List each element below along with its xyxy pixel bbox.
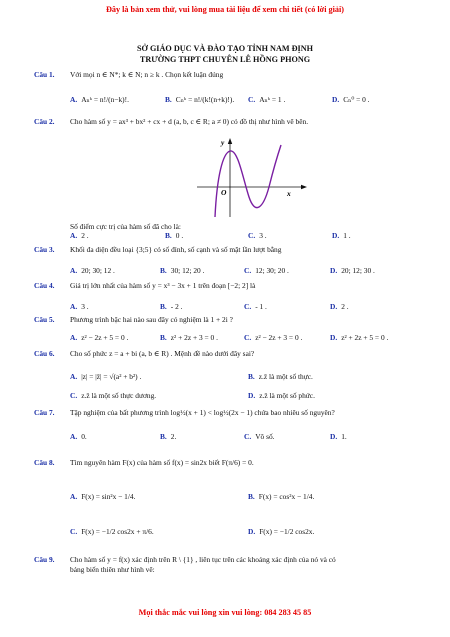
question-number: Câu 5. [34, 315, 55, 324]
option-letter: D. [332, 95, 340, 104]
option-d [330, 432, 347, 441]
option-text: z² + 2z + 5 = 0 . [341, 333, 389, 342]
option-text: 30; 12; 20 . [170, 266, 205, 275]
option-a [70, 95, 129, 104]
question-number: Câu 1. [34, 70, 55, 79]
option-text: Aₙᵏ = 1 . [259, 95, 286, 104]
option-b [165, 231, 183, 240]
option-letter: C. [248, 95, 256, 104]
option-letter: B. [165, 95, 172, 104]
option-text: F(x) = −1/2 cos2x + π/6. [81, 527, 154, 536]
option-a [70, 333, 128, 342]
option-a [70, 231, 89, 240]
header-line-2: TRƯỜNG THPT CHUYÊN LÊ HỒNG PHONG [139, 55, 311, 64]
question-number: Câu 3. [34, 245, 55, 254]
option-letter: C. [244, 432, 252, 441]
question-number: Câu 2. [34, 117, 55, 126]
option-letter: C. [244, 333, 252, 342]
option-b [160, 432, 176, 441]
x-axis-label: x [287, 189, 291, 198]
option-d [248, 527, 314, 536]
option-c [248, 231, 267, 240]
option-text: Aₙᵏ = n!/(n−k)!. [81, 95, 129, 104]
option-c [244, 266, 289, 275]
option-letter: A. [70, 302, 78, 311]
option-d [330, 266, 375, 275]
question-text-continued: bảng biến thiên như hình vẽ: [70, 565, 155, 574]
option-letter: B. [248, 492, 255, 501]
option-text: |z| = |z̄| = √(a² + b²) . [81, 372, 142, 381]
question-number: Câu 4. [34, 281, 55, 290]
question-followup: Số điểm cực trị của hàm số đã cho là: [70, 222, 181, 231]
question-number: Câu 8. [34, 458, 55, 467]
option-b [248, 372, 313, 381]
option-b [160, 302, 182, 311]
option-text: z² − 2z + 5 = 0 . [81, 333, 129, 342]
y-axis-arrow [228, 138, 232, 144]
option-d [332, 231, 351, 240]
question-text: Cho số phức z = a + bi (a, b ∈ R) . Mệnh đề nào dưới đây sai? [70, 349, 255, 358]
y-axis-label: y [221, 138, 225, 147]
question-text: Tìm nguyên hàm F(x) của hàm số f(x) = sin2x biết F(π/6) = 0. [70, 458, 254, 467]
option-text: 0. [81, 432, 87, 441]
option-letter: A. [70, 432, 78, 441]
option-d [330, 333, 388, 342]
option-text: 1. [341, 432, 347, 441]
option-text: 20; 12; 30 . [341, 266, 375, 275]
option-text: - 2 . [170, 302, 183, 311]
option-d [332, 95, 370, 104]
option-a [70, 432, 87, 441]
option-text: 3 . [81, 302, 89, 311]
option-letter: A. [70, 231, 78, 240]
option-b [248, 492, 314, 501]
option-text: 2. [170, 432, 177, 441]
cubic-graph [195, 135, 310, 220]
option-text: z.z̄ là một số phức. [259, 391, 315, 400]
question-text: Giá trị lớn nhất của hàm số y = x³ − 3x + 1 trên đoạn [−2; 2] là [70, 281, 256, 290]
option-text: Cₙ⁰ = 0 . [343, 95, 370, 104]
option-letter: B. [248, 372, 255, 381]
question-text: Khối đa diện đều loại {3;5} có số đỉnh, số cạnh và số mặt lần lượt bằng [70, 245, 282, 254]
option-c [244, 432, 275, 441]
option-letter: D. [248, 391, 256, 400]
option-letter: A. [70, 333, 78, 342]
question-text: Với mọi n ∈ N*; k ∈ N; n ≥ k . Chọn kết luận đúng [70, 70, 224, 79]
option-a [70, 302, 89, 311]
header-line-1: SỞ GIÁO DỤC VÀ ĐÀO TẠO TỈNH NAM ĐỊNH [136, 44, 314, 53]
option-letter: A. [70, 492, 78, 501]
x-axis-arrow [301, 185, 307, 189]
option-a [70, 492, 135, 501]
option-c [70, 527, 154, 536]
option-letter: B. [160, 302, 167, 311]
option-letter: A. [70, 266, 78, 275]
option-text: - 1 . [255, 302, 267, 311]
option-b [160, 333, 218, 342]
option-letter: D. [330, 266, 338, 275]
option-b [160, 266, 204, 275]
option-text: 3 . [259, 231, 267, 240]
option-letter: D. [330, 302, 338, 311]
option-text: z.z̄ là một số thực dương. [81, 391, 157, 400]
option-letter: B. [165, 231, 172, 240]
option-text: 0 . [175, 231, 184, 240]
option-letter: A. [70, 372, 78, 381]
option-d [330, 302, 349, 311]
option-letter: B. [160, 432, 167, 441]
option-letter: B. [160, 333, 167, 342]
question-number: Câu 6. [34, 349, 55, 358]
option-text: 1 . [343, 231, 351, 240]
option-letter: D. [330, 333, 338, 342]
option-text: z² + 2z + 3 = 0 . [170, 333, 218, 342]
question-text: Cho hàm số y = f(x) xác định trên R \ {1} , liên tục trên các khoảng xác định của nó và có [70, 555, 336, 564]
option-text: 20; 30; 12 . [81, 266, 115, 275]
option-letter: A. [70, 95, 78, 104]
option-c [244, 333, 302, 342]
option-text: 12; 30; 20 . [255, 266, 289, 275]
option-c [248, 95, 285, 104]
cubic-curve [215, 145, 281, 217]
option-text: 2 . [81, 231, 89, 240]
option-letter: C. [70, 391, 78, 400]
option-letter: C. [70, 527, 78, 536]
option-text: Cₙᵏ = n!/(k!(n+k)!). [175, 95, 235, 104]
option-a [70, 372, 141, 381]
question-number: Câu 9. [34, 555, 55, 564]
preview-banner: Đây là bản xem thử, vui lòng mua tài liệu để xem chi tiết (có lời giải) [105, 5, 344, 14]
question-text: Phương trình bậc hai nào sau đây có nghiệm là 1 + 2i ? [70, 315, 233, 324]
option-d [248, 391, 315, 400]
option-text: F(x) = −1/2 cos2x. [259, 527, 315, 536]
option-letter: C. [248, 231, 256, 240]
option-text: z² − 2z + 3 = 0 . [255, 333, 303, 342]
option-a [70, 266, 115, 275]
option-text: F(x) = cos²x − 1/4. [258, 492, 315, 501]
option-text: z.z̄ là một số thực. [258, 372, 313, 381]
option-letter: D. [332, 231, 340, 240]
question-text: Tập nghiệm của bất phương trình log½(x + 1) < log½(2x − 1) chứa bao nhiêu số nguyên? [70, 408, 335, 417]
option-b [165, 95, 234, 104]
option-letter: D. [330, 432, 338, 441]
option-text: F(x) = sin²x − 1/4. [81, 492, 136, 501]
question-text: Cho hàm số y = ax³ + bx² + cx + d (a, b, c ∈ R; a ≠ 0) có đồ thị như hình vẽ bên. [70, 117, 309, 126]
option-text: 2 . [341, 302, 349, 311]
option-letter: D. [248, 527, 256, 536]
option-c [70, 391, 156, 400]
option-text: Vô số. [255, 432, 275, 441]
origin-label: O [221, 188, 227, 197]
contact-banner: Mọi thắc mắc vui lòng xin vui lòng: 084 283 45 85 [138, 608, 312, 617]
question-number: Câu 7. [34, 408, 55, 417]
option-letter: C. [244, 266, 252, 275]
option-letter: B. [160, 266, 167, 275]
option-letter: C. [244, 302, 252, 311]
option-c [244, 302, 267, 311]
